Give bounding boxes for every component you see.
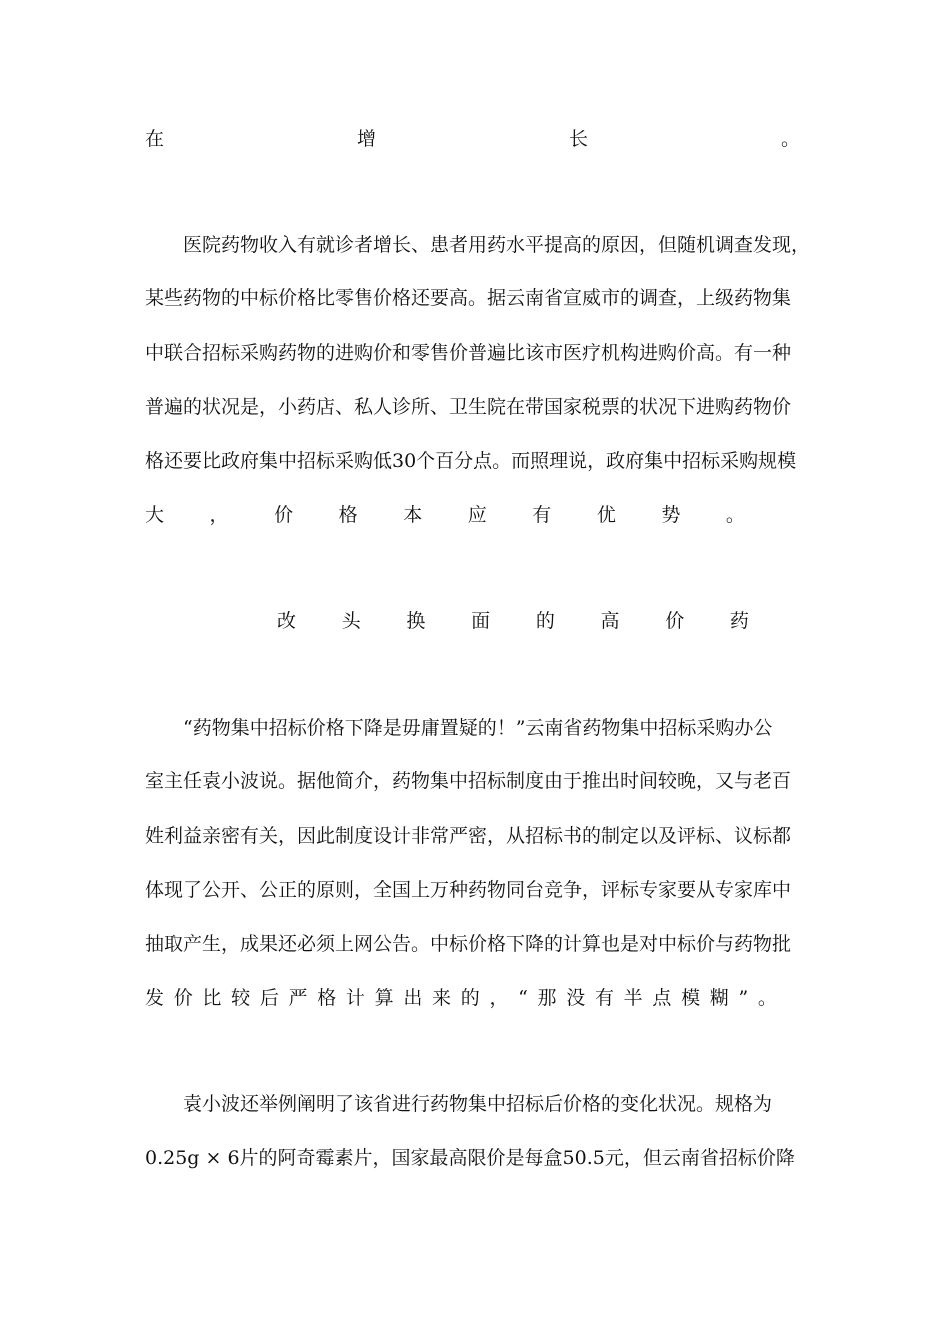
char: 价 (173, 987, 193, 1009)
char: 在 (145, 128, 165, 150)
paragraph2-line-1: “药物集中招标价格下降是毋庸置疑的！”云南省药物集中招标采购办公 (183, 717, 773, 739)
paragraph1-line-5: 格还要比政府集中招标采购低30个百分点。而照理说，政府集中招标采购规模 (145, 450, 797, 472)
paragraph2-line-5: 抽取产生，成果还必须上网公告。中标价格下降的计算也是对中标价与药物批 (145, 933, 792, 955)
char: 点 (652, 987, 672, 1009)
paragraph3-line-2: 0.25g × 6片的阿奇霉素片，国家最高限价是每盒50.5元，但云南省招标价降 (145, 1147, 795, 1169)
char: 。 (725, 504, 745, 526)
paragraph2-line-4: 体现了公开、公正的原则，全国上万种药物同台竞争，评标专家要从专家库中 (145, 879, 792, 901)
char: 药 (729, 610, 749, 632)
char: 有 (532, 504, 552, 526)
char: 长 (568, 128, 588, 150)
char: 高 (600, 610, 620, 632)
char: 有 (594, 987, 614, 1009)
char: 改 (277, 610, 297, 632)
paragraph2-last-line (145, 986, 777, 1010)
char: 的 (460, 987, 480, 1009)
char: 计 (345, 987, 365, 1009)
section-heading (277, 609, 749, 633)
char: “ (518, 987, 528, 1009)
char: 势 (661, 504, 681, 526)
paragraph1-last-line (145, 503, 745, 527)
char: 面 (471, 610, 491, 632)
char: 算 (374, 987, 394, 1009)
char: 增 (356, 128, 376, 150)
paragraph1-line-1: 医院药物收入有就诊者增长、患者用药水平提高的原因，但随机调查发现， (183, 234, 811, 256)
char: ” (738, 987, 749, 1009)
char: ， (489, 987, 509, 1009)
char: 较 (231, 987, 251, 1009)
char: 价 (665, 610, 685, 632)
char: 。 (757, 987, 777, 1009)
char: 来 (432, 987, 452, 1009)
char: 换 (406, 610, 426, 632)
paragraph1-line-3: 中联合招标采购药物的进购价和零售价普遍比该市医疗机构进购价高。有一种 (145, 342, 792, 364)
paragraph2-line-2: 室主任袁小波说。据他简介，药物集中招标制度由于推出时间较晚，又与老百 (145, 770, 792, 792)
char: 优 (596, 504, 616, 526)
char: 头 (341, 610, 361, 632)
char: 格 (338, 504, 358, 526)
char: 。 (780, 128, 800, 150)
char: 那 (537, 987, 557, 1009)
char: 发 (145, 987, 165, 1009)
char: 模 (681, 987, 701, 1009)
char: 后 (259, 987, 279, 1009)
paragraph2-line-3: 姓利益亲密有关，因此制度设计非常严密，从招标书的制定以及评标、议标都 (145, 825, 792, 847)
char: ， (209, 504, 229, 526)
paragraph1-line-4: 普遍的状况是，小药店、私人诊所、卫生院在带国家税票的状况下进购药物价 (145, 396, 792, 418)
char: 出 (403, 987, 423, 1009)
char: 严 (288, 987, 308, 1009)
char: 没 (566, 987, 586, 1009)
char: 半 (623, 987, 643, 1009)
char: 格 (317, 987, 337, 1009)
paragraph3-line-1: 袁小波还举例阐明了该省进行药物集中招标后价格的变化状况。规格为 (183, 1093, 773, 1115)
char: 价 (274, 504, 294, 526)
char: 大 (145, 504, 165, 526)
char: 应 (467, 504, 487, 526)
char: 糊 (709, 987, 729, 1009)
char: 的 (535, 610, 555, 632)
line-fragment-top (145, 127, 800, 151)
char: 比 (202, 987, 222, 1009)
paragraph1-line-2: 某些药物的中标价格比零售价格还要高。据云南省宣威市的调查，上级药物集 (145, 287, 792, 309)
char: 本 (403, 504, 423, 526)
